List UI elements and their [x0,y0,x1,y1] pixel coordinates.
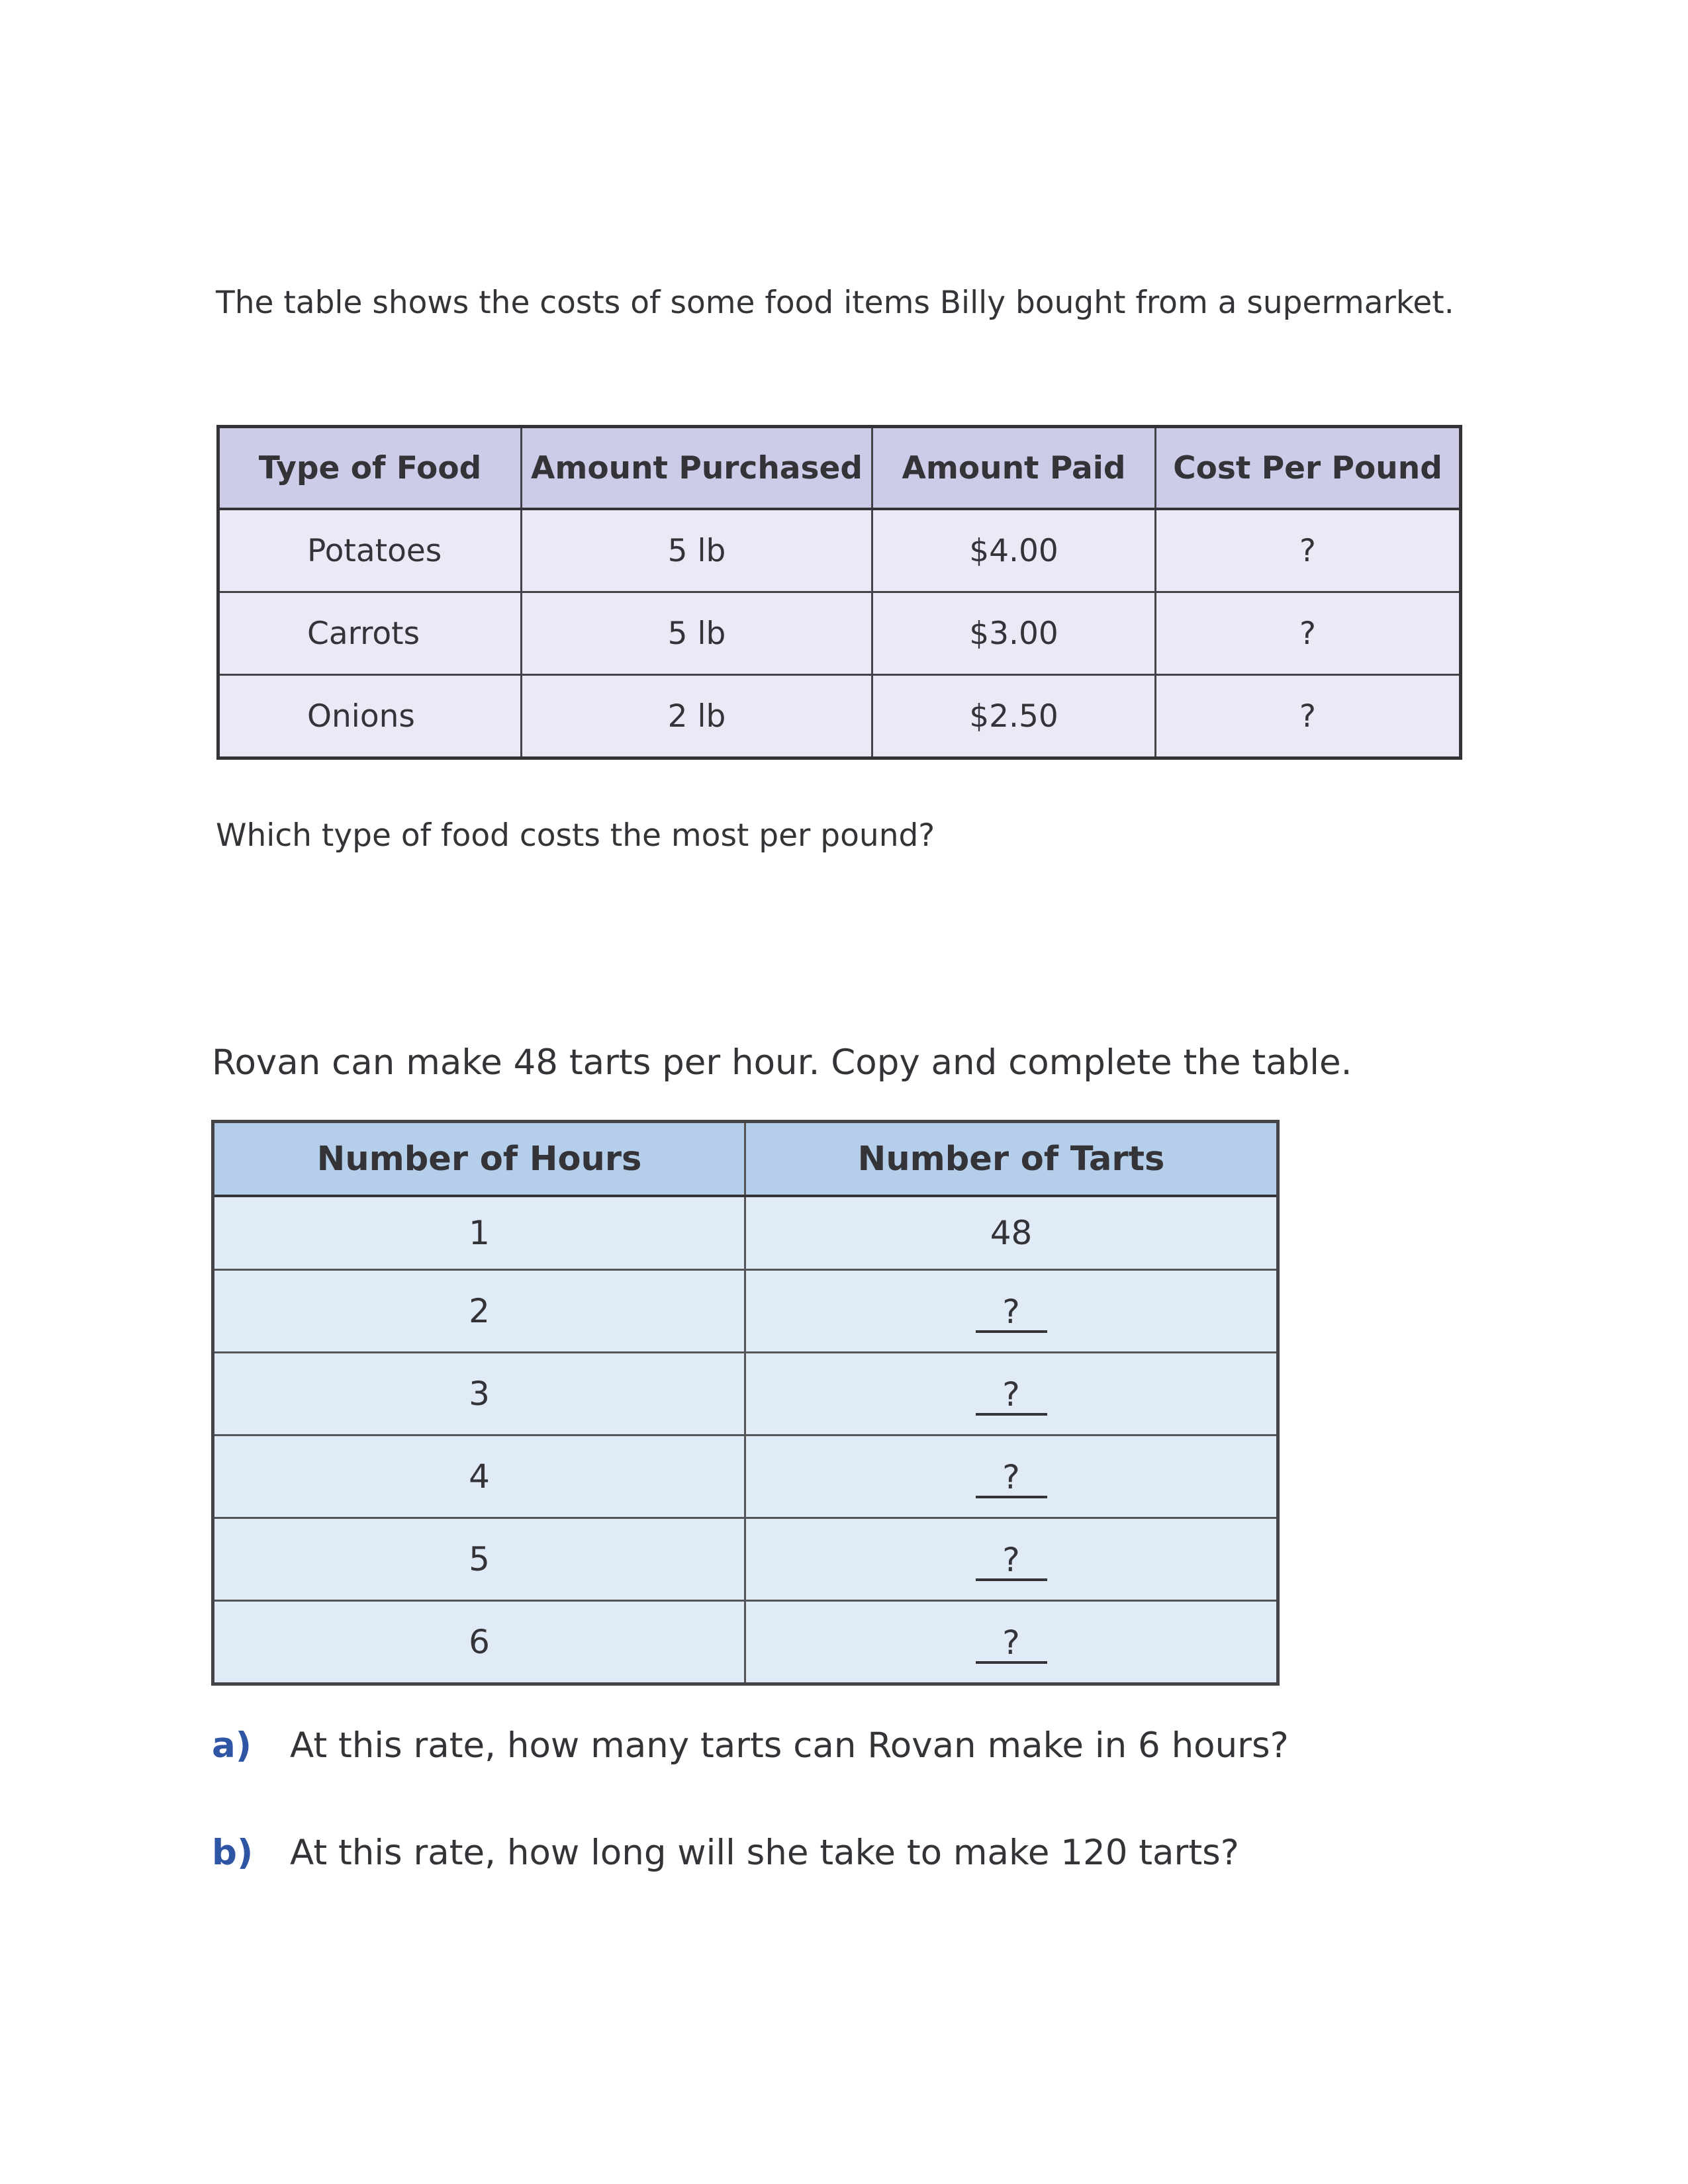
table-cell: $4.00 [872,509,1156,592]
question-b-label: b) [212,1833,254,1873]
question-a-text: At this rate, how many tarts can Rovan make in 6 hours? [290,1725,1289,1766]
column-header: Amount Paid [872,427,1156,510]
table-row [218,675,1461,758]
answer-blank: ? [976,1289,1047,1333]
cell-text: Potatoes [307,532,442,569]
table-cell [745,1435,1278,1518]
column-header: Number of Tarts [745,1122,1278,1197]
question-b [212,1829,1239,1877]
table-header-row [218,427,1461,510]
table-cell: 48 [745,1196,1278,1270]
table-row [213,1435,1278,1518]
answer-blank: ? [976,1372,1047,1416]
cell-text: Carrots [307,615,420,652]
answer-blank: ? [976,1620,1047,1664]
table-cell: 5 [213,1518,745,1601]
problem1-question: Which type of food costs the most per pound? [216,817,935,854]
cell-text: Onions [307,698,415,735]
answer-blank: ? [976,1537,1047,1581]
column-header: Number of Hours [213,1122,745,1197]
column-header: Amount Purchased [522,427,872,510]
table-cell [745,1270,1278,1353]
food-cost-table [216,425,1462,760]
question-b-text: At this rate, how long will she take to make 120 tarts? [290,1833,1239,1873]
question-a [212,1722,1289,1770]
problem2-intro: Rovan can make 48 tarts per hour. Copy and complete the table. [212,1042,1352,1083]
tarts-table [211,1120,1280,1686]
answer-blank: ? [976,1455,1047,1498]
table-row [213,1601,1278,1684]
table-row [213,1270,1278,1353]
table-cell: ? [1156,675,1461,758]
table-row [218,592,1461,675]
question-a-label: a) [212,1725,252,1766]
column-header: Cost Per Pound [1156,427,1461,510]
table-cell [745,1601,1278,1684]
table-cell [218,675,522,758]
table-cell: $3.00 [872,592,1156,675]
table-row [213,1518,1278,1601]
table-row [213,1353,1278,1435]
table-cell: 3 [213,1353,745,1435]
table-header-row [213,1122,1278,1197]
column-header: Type of Food [218,427,522,510]
table-cell [745,1353,1278,1435]
table-row [213,1196,1278,1270]
table-cell: 6 [213,1601,745,1684]
table-cell: 1 [213,1196,745,1270]
table-cell: 4 [213,1435,745,1518]
table-cell: 5 lb [522,509,872,592]
table-cell: 2 [213,1270,745,1353]
table-cell: 5 lb [522,592,872,675]
table-cell [218,509,522,592]
table-cell: ? [1156,592,1461,675]
table-cell [745,1518,1278,1601]
table-cell: 2 lb [522,675,872,758]
table-cell: ? [1156,509,1461,592]
table-cell [218,592,522,675]
problem1-intro: The table shows the costs of some food items Billy bought from a supermarket. [216,285,1454,321]
table-row [218,509,1461,592]
table-cell: $2.50 [872,675,1156,758]
